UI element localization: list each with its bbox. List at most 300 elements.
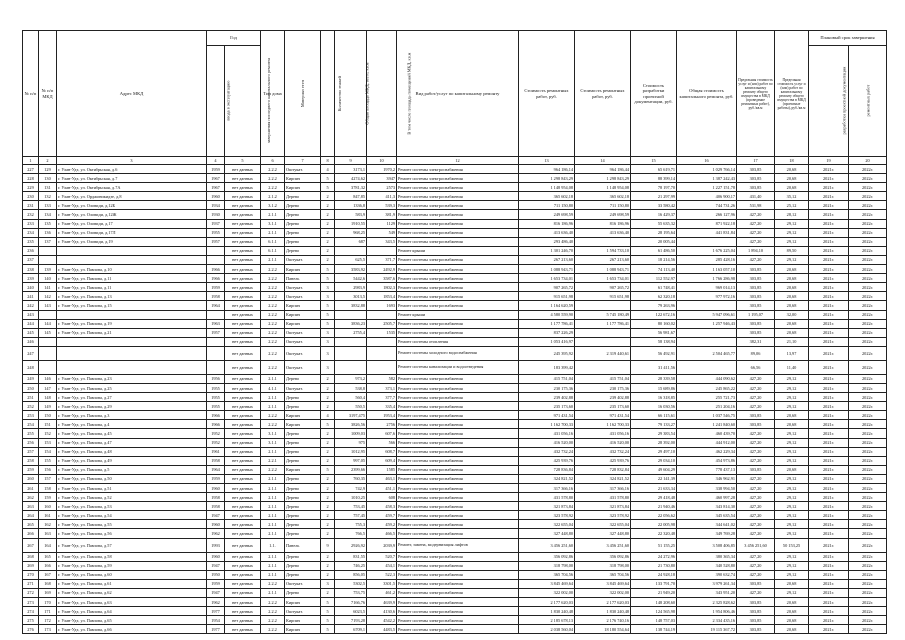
cell-house-type: 2.2.2 (261, 598, 285, 607)
cell-limit-cost-2: 20,68 (775, 625, 809, 634)
cell-cost-total: 744 731,26 (677, 201, 737, 210)
cell-total-area: 5302,5 (335, 579, 367, 588)
cell-house-type: 2.1.1 (261, 588, 285, 597)
cell-row-no: 250 (23, 383, 39, 392)
cell-cost-repair-works: 249 698,59 (575, 210, 631, 219)
cell-limit-cost-2: 21,10 (775, 337, 809, 346)
cell-cost-repair: 907 265,72 (519, 283, 575, 292)
cell-address: г. Улан-Удэ, ул. Павлова, д.52 (57, 493, 207, 502)
cell-limit-cost-2: 11,40 (775, 360, 809, 374)
cell-cost-repair-works: 1 298 843,29 (575, 174, 631, 183)
cell-floors: 2 (321, 529, 335, 538)
cell-cost-total: 3 508 406,85 (677, 538, 737, 552)
cell-cost-project: 61 486,50 (631, 246, 677, 255)
cell-cost-project: 18 214,56 (631, 255, 677, 264)
cell-deadline-repair: 2022г. (849, 265, 887, 274)
cell-year-built: 1966 (207, 265, 225, 274)
cell-wall-material: Дерево (285, 447, 321, 456)
cell-cost-repair-works: 971 431,54 (575, 411, 631, 420)
cell-house-type: 2.1.1 (261, 520, 285, 529)
cell-deadline-project: 2021г. (809, 219, 849, 228)
cell-address (57, 346, 207, 360)
cell-cost-repair-works: 239 402,88 (575, 393, 631, 402)
cell-work-type: Ремонт системы электроснабжения (397, 429, 519, 438)
cell-limit-cost-2: 20,68 (775, 283, 809, 292)
cell-wall-material: Кирпич (285, 265, 321, 274)
cell-work-type: Ремонт системы электроснабжения (397, 255, 519, 264)
cell-year-reconstruction: нет данных (225, 174, 261, 183)
cell-deadline-repair: 2022г. (849, 274, 887, 283)
cell-living-area: 4639,9 (367, 598, 397, 607)
cell-cost-project: 15 689,86 (631, 383, 677, 392)
cell-work-type: Ремонт крыши (397, 310, 519, 319)
cell-cost-total (677, 337, 737, 346)
cell-floors: 5 (321, 274, 335, 283)
cell-cost-repair: 356 092,86 (519, 552, 575, 561)
cell-address: г. Улан-Удэ, ул. Павлова, д.29 (57, 402, 207, 411)
cell-cost-total: 969 014,13 (677, 283, 737, 292)
cell-deadline-project: 2021г. (809, 310, 849, 319)
cell-wall-material: Кирпич (285, 301, 321, 310)
cell-total-area: 3781,32 (335, 183, 367, 192)
cell-wall-material: Кирпич (285, 625, 321, 634)
cell-row-no: 238 (23, 265, 39, 274)
cell-work-type: Ремонт системы канализации и водоотведения (397, 360, 519, 374)
cell-living-area: 1953,4 (367, 411, 397, 420)
cell-floors: 2 (321, 438, 335, 447)
cell-year-built: 1959 (207, 474, 225, 483)
cell-deadline-project: 2021г. (809, 552, 849, 561)
cell-wall-material: Оштукат. (285, 292, 321, 301)
cell-work-type: Ремонт системы электроснабжения (397, 165, 519, 174)
cell-address: г. Улан-Удэ, ул. Павлова, д.64 (57, 607, 207, 616)
cell-deadline-repair: 2022г. (849, 588, 887, 597)
cell-deadline-project: 2021г. (809, 447, 849, 456)
cell-year-reconstruction: нет данных (225, 520, 261, 529)
cell-wall-material: Дерево (285, 228, 321, 237)
cell-address: г. Улан-Удэ, ул. Павлова, д.23 (57, 374, 207, 383)
cell-house-type: 4.1.1 (261, 383, 285, 392)
cell-deadline-project: 2021г. (809, 292, 849, 301)
cell-wall-material: Кирпич (285, 174, 321, 183)
cell-cost-project: 78 197,70 (631, 183, 677, 192)
table-row (23, 374, 887, 383)
cell-house-type: 2.1.1 (261, 474, 285, 483)
cell-cost-repair-works: 915 651,98 (575, 292, 631, 301)
cell-mkd-no: 169 (39, 588, 57, 597)
cell-deadline-project: 2021г. (809, 420, 849, 429)
cell-cost-repair: 1 164 620,59 (519, 301, 575, 310)
cell-deadline-project: 2021г. (809, 570, 849, 579)
cell-total-area: 760,35 (335, 474, 367, 483)
cell-year-built: 1964 (207, 301, 225, 310)
cell-mkd-no: 149 (39, 402, 57, 411)
cell-address: г. Улан-Удэ, ул. Павлова, д.56 (57, 529, 207, 538)
cell-floors: 2 (321, 402, 335, 411)
cell-cost-repair-works: 365 704,56 (575, 570, 631, 579)
cell-cost-project: 112 552,97 (631, 274, 677, 283)
cell-deadline-repair: 2022г. (849, 374, 887, 383)
cell-limit-cost-2: 29,12 (775, 402, 809, 411)
cell-year-built: 1966 (207, 274, 225, 283)
cell-limit-cost-1: 1 894,10 (737, 246, 775, 255)
cell-work-type: Ремонт системы электроснабжения (397, 456, 519, 465)
cell-cost-project: 56 981,67 (631, 328, 677, 337)
cell-cost-repair: 1 301 246,70 (519, 246, 575, 255)
cell-work-type: Ремонт системы электроснабжения (397, 274, 519, 283)
cell-floors: 5 (321, 265, 335, 274)
table-row (23, 219, 887, 228)
column-number: 20 (849, 157, 887, 165)
cell-cost-repair-works: 711 150,80 (575, 201, 631, 210)
col-total-area: Общая площадь МКД, всего, кв.м (335, 31, 367, 157)
cell-total-area: 550,5 (335, 402, 367, 411)
cell-limit-cost-2: 29,12 (775, 570, 809, 579)
cell-floors: 2 (321, 374, 335, 383)
cell-total-area: 7166,76 (335, 598, 367, 607)
cell-address (57, 255, 207, 264)
table-row (23, 383, 887, 392)
cell-work-type: Ремонт системы электроснабжения (397, 210, 519, 219)
cell-limit-cost-2: 20,68 (775, 616, 809, 625)
column-number: 8 (321, 157, 335, 165)
col-year-group: Год (207, 31, 261, 46)
cell-limit-cost-1: 303,85 (737, 625, 775, 634)
cell-cost-repair-works: 318 798,00 (575, 561, 631, 570)
cell-limit-cost-1: 427,20 (737, 511, 775, 520)
table-row (23, 174, 887, 183)
cell-year-built (207, 255, 225, 264)
cell-floors: 5 (321, 310, 335, 319)
cell-deadline-project: 2021г. (809, 165, 849, 174)
cell-total-area (335, 360, 367, 374)
cell-year-built: 1960 (207, 484, 225, 493)
cell-cost-repair: 2 185 678,13 (519, 616, 575, 625)
cell-work-type: Ремонт системы электроснабжения (397, 292, 519, 301)
cell-cost-project: 51 155,25 (631, 538, 677, 552)
cell-cost-repair: 413 636,40 (519, 228, 575, 237)
cell-work-type: Ремонт системы электроснабжения (397, 529, 519, 538)
cell-address: г. Улан-Удэ, ул. Октябрьская, д.6 (57, 165, 207, 174)
cell-address: г. Улан-Удэ, ул. Павлова, д.61 (57, 579, 207, 588)
cell-year-built: 1958 (207, 456, 225, 465)
cell-limit-cost-1: 303,85 (737, 579, 775, 588)
cell-floors: 2 (321, 456, 335, 465)
cell-house-type: 2.2.2 (261, 283, 285, 292)
column-number: 9 (335, 157, 367, 165)
cell-total-area: 2926,92 (335, 538, 367, 552)
cell-cost-repair: 1 830 240,48 (519, 607, 575, 616)
cell-deadline-repair: 2022г. (849, 228, 887, 237)
cell-cost-repair: 327 448,80 (519, 529, 575, 538)
cell-deadline-repair: 2022г. (849, 493, 887, 502)
cell-deadline-repair: 2022г. (849, 552, 887, 561)
cell-limit-cost-1: 427,20 (737, 210, 775, 219)
cell-floors: 5 (321, 625, 335, 634)
cell-year-reconstruction: нет данных (225, 274, 261, 283)
cell-cost-total: 444 090,62 (677, 374, 737, 383)
cell-mkd-no: 172 (39, 616, 57, 625)
cell-work-type: Ремонт системы электроснабжения (397, 598, 519, 607)
cell-living-area: 1129 (367, 219, 397, 228)
cell-deadline-repair: 2022г. (849, 474, 887, 483)
cell-cost-project: 29 497,10 (631, 447, 677, 456)
cell-deadline-repair: 2022г. (849, 402, 887, 411)
cell-cost-project: 22 141,39 (631, 474, 677, 483)
cell-cost-total: 19 115 367,72 (677, 625, 737, 634)
cell-cost-total: 1 227 151,78 (677, 183, 737, 192)
table-row (23, 337, 887, 346)
cell-floors: 5 (321, 607, 335, 616)
cell-cost-repair: 365 704,56 (519, 570, 575, 579)
cell-house-type: 2.1.1 (261, 529, 285, 538)
cell-limit-cost-1: 427,20 (737, 588, 775, 597)
cell-cost-repair: 1 653 734,01 (519, 274, 575, 283)
cell-cost-project: 58 138,94 (631, 337, 677, 346)
cell-deadline-repair: 2022г. (849, 570, 887, 579)
cell-floors: 2 (321, 201, 335, 210)
column-number: 5 (225, 157, 261, 165)
table-row (23, 552, 887, 561)
cell-wall-material: Панель (285, 274, 321, 283)
cell-wall-material: Дерево (285, 520, 321, 529)
cell-deadline-repair: 2022г. (849, 201, 887, 210)
cell-year-built: 1960 (207, 552, 225, 561)
cell-total-area: 968,25 (335, 228, 367, 237)
cell-cost-project: 88 399,14 (631, 174, 677, 183)
cell-living-area: 451,1 (367, 484, 397, 493)
cell-row-no: 227 (23, 165, 39, 174)
table-row (23, 210, 887, 219)
cell-row-no: 231 (23, 201, 39, 210)
cell-limit-cost-1: 1 195,07 (737, 310, 775, 319)
cell-floors: 5 (321, 616, 335, 625)
cell-floors: 3 (321, 283, 335, 292)
cell-deadline-project: 2021г. (809, 588, 849, 597)
cell-deadline-project: 2021г. (809, 402, 849, 411)
cell-limit-cost-1: 427,20 (737, 393, 775, 402)
cell-cost-total: 871 922,18 (677, 219, 737, 228)
cell-wall-material: Дерево (285, 561, 321, 570)
cell-total-area: 2755,4 (335, 328, 367, 337)
cell-cost-total: 406 900,17 (677, 192, 737, 201)
cell-limit-cost-1: 427,20 (737, 429, 775, 438)
cell-work-type: Ремонт системы электроснабжения (397, 219, 519, 228)
cell-mkd-no: 132 (39, 192, 57, 201)
cell-work-type: Ремонт системы электроснабжения (397, 237, 519, 246)
cell-total-area: 975 (335, 438, 367, 447)
cell-total-area: 1010,25 (335, 493, 367, 502)
cell-limit-cost-1: 303,85 (737, 174, 775, 183)
cell-deadline-repair: 2022г. (849, 529, 887, 538)
cell-address: г. Улан-Удэ, ул. Павлова, д.62 (57, 588, 207, 597)
cell-floors: 4 (321, 165, 335, 174)
cell-house-type: 2.2.2 (261, 607, 285, 616)
cell-limit-cost-1: 303,85 (737, 598, 775, 607)
cell-year-reconstruction: нет данных (225, 265, 261, 274)
cell-house-type: 2.2.2 (261, 301, 285, 310)
cell-wall-material: Дерево (285, 374, 321, 383)
cell-cost-repair: 323 578,92 (519, 511, 575, 520)
column-number: 12 (397, 157, 519, 165)
cell-cost-project: 80 160,02 (631, 319, 677, 328)
cell-deadline-repair: 2022г. (849, 598, 887, 607)
cell-living-area: 2505,7 (367, 319, 397, 328)
cell-cost-repair-works: 267 213,60 (575, 255, 631, 264)
cell-limit-cost-2: 29,12 (775, 393, 809, 402)
cell-wall-material: Оштукат. (285, 255, 321, 264)
cell-floors: 2 (321, 502, 335, 511)
cell-year-reconstruction: нет данных (225, 456, 261, 465)
cell-row-no: 272 (23, 588, 39, 597)
cell-total-area: 6023,5 (335, 607, 367, 616)
cell-limit-cost-2: 20,68 (775, 607, 809, 616)
cell-cost-repair-works: 18 180 554,64 (575, 625, 631, 634)
cell-year-built: 1967 (207, 174, 225, 183)
cell-floors: 2 (321, 246, 335, 255)
cell-deadline-project: 2021г. (809, 360, 849, 374)
table-row (23, 319, 887, 328)
cell-house-type: 2.2.2 (261, 310, 285, 319)
cell-living-area: 2039,9 (367, 538, 397, 552)
cell-cost-project: 22 005,98 (631, 520, 677, 529)
cell-cost-total: 266 127,96 (677, 210, 737, 219)
cell-floors: 2 (321, 552, 335, 561)
cell-deadline-project: 2021г. (809, 374, 849, 383)
cell-mkd-no: 136 (39, 228, 57, 237)
cell-limit-cost-2: 20,68 (775, 183, 809, 192)
cell-deadline-repair: 2022г. (849, 383, 887, 392)
cell-limit-cost-2: 29,12 (775, 493, 809, 502)
cell-total-area: 2399,66 (335, 465, 367, 474)
cell-limit-cost-1: 303,85 (737, 420, 775, 429)
cell-year-built: 1962 (207, 529, 225, 538)
cell-house-type: 2.2.2 (261, 420, 285, 429)
cell-total-area: 973,2 (335, 374, 367, 383)
cell-limit-cost-1: 427,20 (737, 374, 775, 383)
cell-row-no: 237 (23, 255, 39, 264)
cell-total-area: 687 (335, 237, 367, 246)
cell-cost-repair-works: 230 175,36 (575, 383, 631, 392)
cell-living-area: 2492,9 (367, 265, 397, 274)
cell-wall-material: Дерево (285, 552, 321, 561)
cell-address: г. Улан-Удэ, ул. Павлова, д.3 (57, 411, 207, 420)
cell-work-type: Ремонт системы электроснабжения (397, 201, 519, 210)
cell-row-no: 234 (23, 228, 39, 237)
cell-total-area: 5442,6 (335, 274, 367, 283)
cell-limit-cost-1: 427,20 (737, 474, 775, 483)
cell-year-reconstruction: нет данных (225, 607, 261, 616)
cell-limit-cost-1: 89,06 (737, 346, 775, 360)
cell-mkd-no: 131 (39, 183, 57, 192)
cell-address: г. Улан-Удэ, ул. Павлова, д.57 (57, 538, 207, 552)
cell-row-no: 276 (23, 625, 39, 634)
cell-cost-total (677, 301, 737, 310)
cell-mkd-no: 154 (39, 447, 57, 456)
cell-work-type: Ремонт системы электроснабжения (397, 579, 519, 588)
cell-year-reconstruction: нет данных (225, 502, 261, 511)
cell-cost-repair: 3 845 469,64 (519, 579, 575, 588)
cell-deadline-project: 2021г. (809, 438, 849, 447)
cell-floors: 9 (321, 538, 335, 552)
cell-living-area: 3947 (367, 174, 397, 183)
cell-deadline-project: 2021г. (809, 192, 849, 201)
cell-limit-cost-2: 25,12 (775, 201, 809, 210)
cell-mkd-no: 155 (39, 456, 57, 465)
cell-cost-repair: 293 486,40 (519, 237, 575, 246)
cell-cost-repair: 230 175,36 (519, 383, 575, 392)
cell-cost-repair-works: 322 655,04 (575, 520, 631, 529)
col-cost-repair: Стоимость ремонтных работ, руб. (519, 31, 575, 157)
cell-limit-cost-1: 427,20 (737, 438, 775, 447)
cell-deadline-repair: 2022г. (849, 420, 887, 429)
cell-address: г. Улан-Удэ, ул. Октябрьская, д.7 (57, 174, 207, 183)
cell-cost-project: 24 272,96 (631, 552, 677, 561)
cell-limit-cost-2: 29,12 (775, 228, 809, 237)
cell-cost-repair-works: 415 751,04 (575, 374, 631, 383)
cell-cost-project: 24 928,18 (631, 570, 677, 579)
cell-limit-cost-2: 29,12 (775, 511, 809, 520)
col-limit-cost-2: Предельная стоимость услуг и (или) работ по капитальному ремонту общего имущества в МКД (проектные работы), руб./кв.м (775, 31, 809, 157)
cell-limit-cost-2: 20,68 (775, 165, 809, 174)
cell-total-area: 742,9 (335, 484, 367, 493)
cell-cost-total: 778 437,13 (677, 465, 737, 474)
cell-house-type: 2.2.2 (261, 625, 285, 634)
cell-cost-project: 56 492,91 (631, 346, 677, 360)
cell-year-built: 1955 (207, 393, 225, 402)
cell-year-reconstruction: нет данных (225, 579, 261, 588)
cell-work-type: Ремонт системы электроснабжения (397, 228, 519, 237)
cell-limit-cost-2: 20,68 (775, 292, 809, 301)
cell-cost-repair: 183 399,42 (519, 360, 575, 374)
cell-cost-project: 148 757,03 (631, 616, 677, 625)
cell-cost-project: 79 133,27 (631, 420, 677, 429)
cell-wall-material: Панель (285, 538, 321, 552)
cell-address: г. Улан-Удэ, ул. Павлова, д.11 (57, 283, 207, 292)
cell-row-no: 269 (23, 561, 39, 570)
cell-year-built: 1959 (207, 165, 225, 174)
table-row (23, 579, 887, 588)
cell-wall-material: Оштукат. (285, 607, 321, 616)
cell-row-no: 251 (23, 393, 39, 402)
cell-address: г. Улан-Удэ, ул. Павлова, д.47 (57, 438, 207, 447)
cell-cost-total: 1 257 946,43 (677, 319, 737, 328)
cell-year-built: 1947 (207, 561, 225, 570)
cell-total-area: 3583,92 (335, 265, 367, 274)
cell-deadline-project: 2021г. (809, 484, 849, 493)
cell-limit-cost-2: 29,12 (775, 588, 809, 597)
cell-limit-cost-1: 431,40 (737, 192, 775, 201)
cell-year-built: 1967 (207, 183, 225, 192)
table-row (23, 328, 887, 337)
cell-row-no: 261 (23, 484, 39, 493)
table-row (23, 616, 887, 625)
cell-cost-repair: 321 873,84 (519, 502, 575, 511)
table-row (23, 607, 887, 616)
cell-cost-repair: 964 186,14 (519, 165, 575, 174)
column-number: 10 (367, 157, 397, 165)
cell-floors: 2 (321, 192, 335, 201)
cell-floors: 2 (321, 255, 335, 264)
cell-deadline-project: 2021г. (809, 529, 849, 538)
cell-mkd-no: 146 (39, 374, 57, 383)
cell-limit-cost-1: 303,85 (737, 183, 775, 192)
cell-work-type: Ремонт системы электроснабжения (397, 174, 519, 183)
cell-work-type: Ремонт системы электроснабжения (397, 383, 519, 392)
cell-cost-total: 1 387 242,43 (677, 174, 737, 183)
cell-year-built: 1958 (207, 493, 225, 502)
cell-deadline-project: 2021г. (809, 598, 849, 607)
